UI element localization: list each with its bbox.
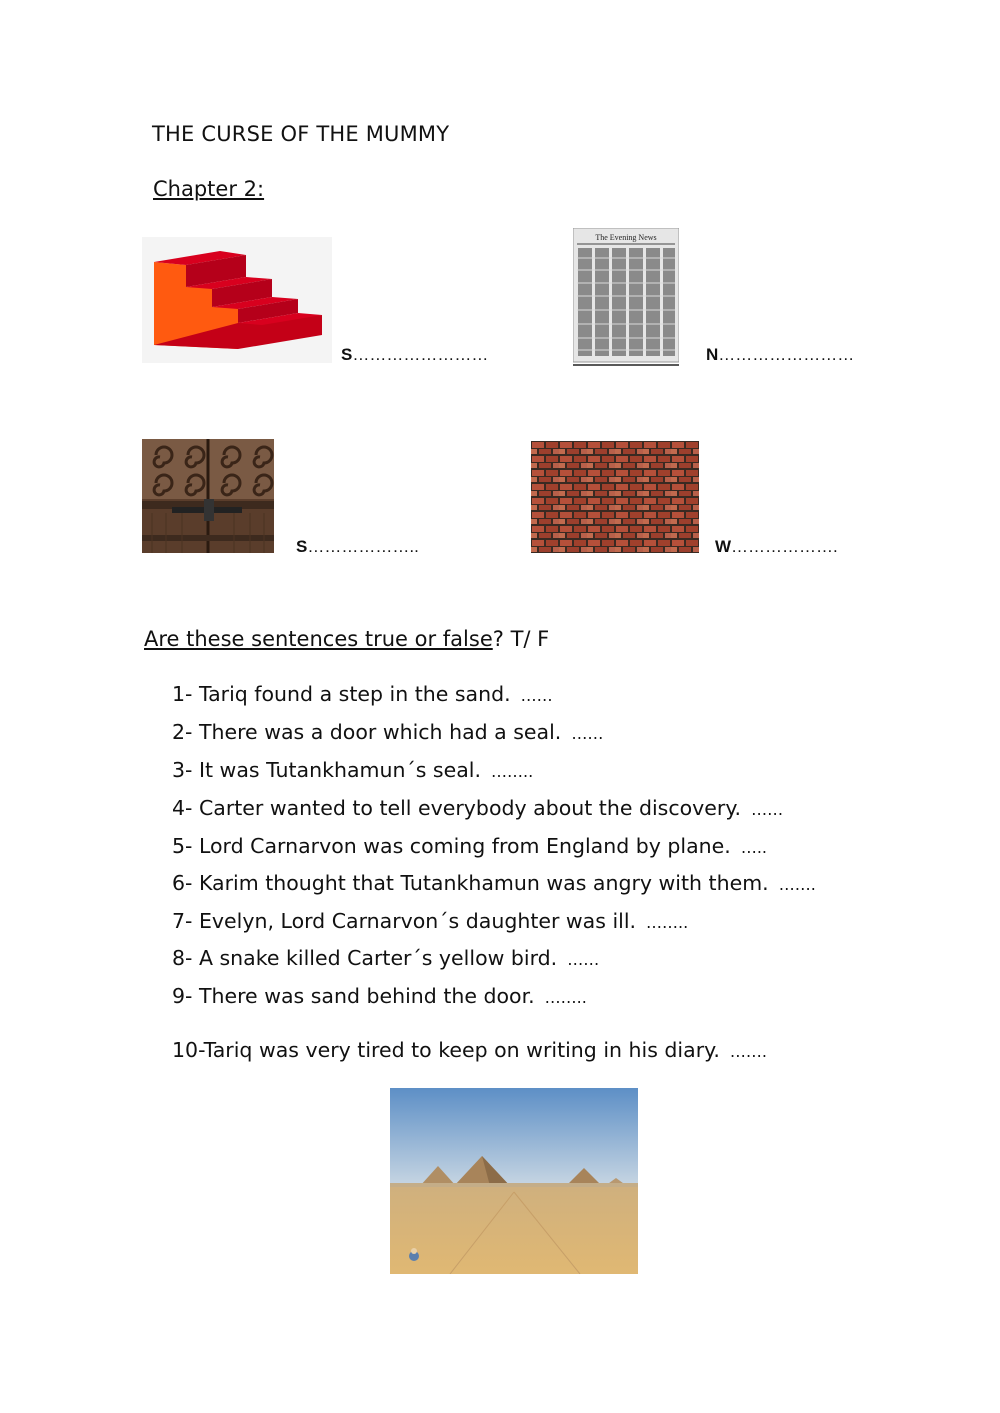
brick-wall-image — [531, 441, 699, 553]
question-text: 8- A snake killed Carter´s yellow bird. — [172, 946, 558, 970]
question-text: 6- Karim thought that Tutankhamun was angry with them. — [172, 871, 769, 895]
vocab-letter: N — [706, 345, 719, 364]
answer-blank[interactable]: …….. — [490, 762, 534, 781]
question-item — [172, 1038, 767, 1062]
stairs-image — [142, 237, 332, 363]
answer-blank[interactable]: …… — [571, 724, 604, 743]
question-text: 1- Tariq found a step in the sand. — [172, 682, 511, 706]
vocab-blank-stairs[interactable] — [341, 345, 488, 365]
answer-blank[interactable]: …… — [520, 686, 553, 705]
vocab-letter: W — [715, 537, 732, 556]
answer-blank[interactable]: ….. — [740, 838, 767, 857]
answer-blank[interactable]: ……. — [729, 1042, 767, 1061]
question-text: 5- Lord Carnarvon was coming from England by plane. — [172, 834, 731, 858]
question-item — [172, 796, 783, 820]
question-text: 9- There was sand behind the door. — [172, 984, 535, 1008]
heading-underlined: Are these sentences true or false — [144, 627, 493, 651]
true-false-heading — [144, 627, 549, 651]
answer-blank[interactable]: …….. — [544, 988, 587, 1007]
pyramids-image — [390, 1088, 638, 1274]
question-item — [172, 720, 603, 744]
question-item — [172, 946, 599, 970]
heading-rest: ? T/ F — [492, 627, 550, 651]
vocab-dots: ……………….. — [307, 537, 419, 556]
vocab-blank-wall[interactable] — [715, 537, 838, 557]
newspaper-masthead: The Evening News — [595, 233, 657, 242]
newspaper-image — [573, 228, 679, 368]
question-text: 2- There was a door which had a seal. — [172, 720, 562, 744]
answer-blank[interactable]: ……. — [778, 875, 816, 894]
question-item — [172, 984, 587, 1008]
question-item — [172, 834, 767, 858]
vocab-dots: ………………. — [731, 537, 838, 556]
chapter-heading: Chapter 2: — [153, 177, 265, 201]
vocab-letter: S — [341, 345, 353, 364]
vocab-letter: S — [296, 537, 308, 556]
vocab-blank-newspaper[interactable] — [706, 345, 854, 365]
vocab-blank-door[interactable] — [296, 537, 419, 557]
answer-blank[interactable]: …….. — [646, 913, 689, 932]
question-text: 10-Tariq was very tired to keep on writing in his diary. — [172, 1038, 720, 1062]
worksheet-title: THE CURSE OF THE MUMMY — [152, 122, 450, 146]
answer-blank[interactable]: …… — [751, 800, 784, 819]
question-item — [172, 871, 816, 895]
answer-blank[interactable]: …… — [567, 950, 600, 969]
question-text: 4- Carter wanted to tell everybody about the discovery. — [172, 796, 742, 820]
door-image — [142, 439, 274, 553]
vocab-dots: …………………… — [718, 345, 855, 364]
question-text: 7- Evelyn, Lord Carnarvon´s daughter was ill. — [172, 909, 637, 933]
question-item — [172, 758, 533, 782]
vocab-dots: …………………… — [352, 345, 489, 364]
question-text: 3- It was Tutankhamun´s seal. — [172, 758, 481, 782]
question-item — [172, 909, 688, 933]
question-item — [172, 682, 553, 706]
